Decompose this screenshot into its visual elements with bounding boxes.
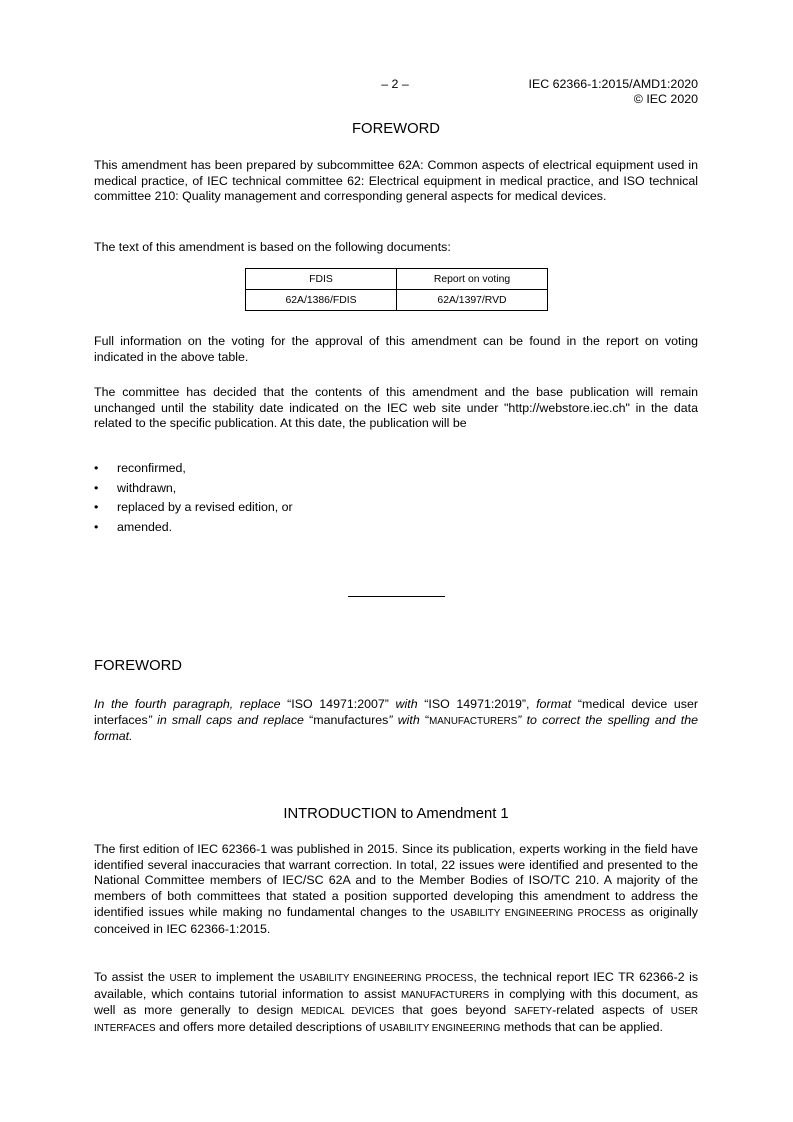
table-row: [246, 290, 548, 311]
bullet-icon: •: [94, 480, 99, 495]
list-item: • amended.: [94, 518, 293, 538]
foreword-title: FOREWORD: [352, 121, 440, 137]
copyright-notice: © IEC 2020: [633, 92, 698, 106]
foreword-paragraph-2: The text of this amendment is based on the following documents:: [94, 240, 451, 254]
introduction-paragraph-2: To assist the USER to implement the USABILITY ENGINEERING PROCESS, the technical report IEC TR 62366-2 is available, which contains tutorial information to assist MANUFACTURERS in complying with this document, as well as more generally to design MEDICAL DEVICES that goes beyond SAFETY-related aspects of USER INTERFACES and offers more detailed descriptions of USABILITY ENGINEERING methods that can be applied.: [94, 970, 699, 1035]
bullet-icon: •: [94, 461, 99, 475]
foreword-paragraph-1: This amendment has been prepared by subcommittee 62A: Common aspects of electrical equipment used in medical practice, of IEC technical committee 62: Electrical equipment in medical practice, and ISO technical committee 210: Quality management and corresponding general aspects for medical devices.: [94, 158, 698, 204]
bullet-icon: •: [94, 500, 99, 514]
voting-documents-table: [245, 268, 548, 311]
introduction-title: INTRODUCTION to Amendment 1: [283, 806, 509, 822]
table-header-row: [246, 269, 548, 290]
foreword-amendment-instruction: In the fourth paragraph, replace “ISO 14971:2007” with “ISO 14971:2019”, format “medical device user interfaces” in small caps and replace “manufactures” with “MANUFACTURERS” to correct the spelling and the format.: [94, 697, 698, 744]
introduction-paragraph-1: The first edition of IEC 62366-1 was published in 2015. Since its publication, experts working in the field have identified several inaccuracies that warrant correction. In total, 22 issues were identified and presented to the National Committee members of IEC/SC 62A and to the Member Bodies of ISO/TC 210. A majority of the members of both committees that stated a position supported developing this amendment to address the identified issues while making no fundamental changes to the USABILITY ENGINEERING PROCESS as originally conceived in IEC 62366-1:2015.: [94, 842, 698, 936]
document-id: IEC 62366-1:2015/AMD1:2020: [528, 77, 698, 91]
foreword-paragraph-3: Full information on the voting for the approval of this amendment can be found in the report on voting indicated in the above table.: [94, 334, 698, 364]
page-number: – 2 –: [381, 77, 409, 91]
list-item: • replaced by a revised edition, or: [94, 498, 293, 518]
table-cell: 62A/1386/FDIS: [246, 290, 397, 311]
section-divider: [348, 596, 445, 597]
bullet-list: [94, 459, 293, 537]
table-header-cell: FDIS: [246, 269, 397, 290]
list-item: • withdrawn,: [94, 479, 293, 499]
foreword-amendment-title: FOREWORD: [94, 658, 182, 674]
list-item: • reconfirmed,: [94, 459, 293, 479]
table-cell: 62A/1397/RVD: [397, 290, 548, 311]
bullet-icon: •: [94, 519, 99, 534]
foreword-paragraph-4: The committee has decided that the contents of this amendment and the base publication will remain unchanged until the stability date indicated on the IEC web site under "http://webstore.iec.ch" in the data related to the specific publication. At this date, the publication will be: [94, 385, 698, 431]
table-header-cell: Report on voting: [397, 269, 548, 290]
